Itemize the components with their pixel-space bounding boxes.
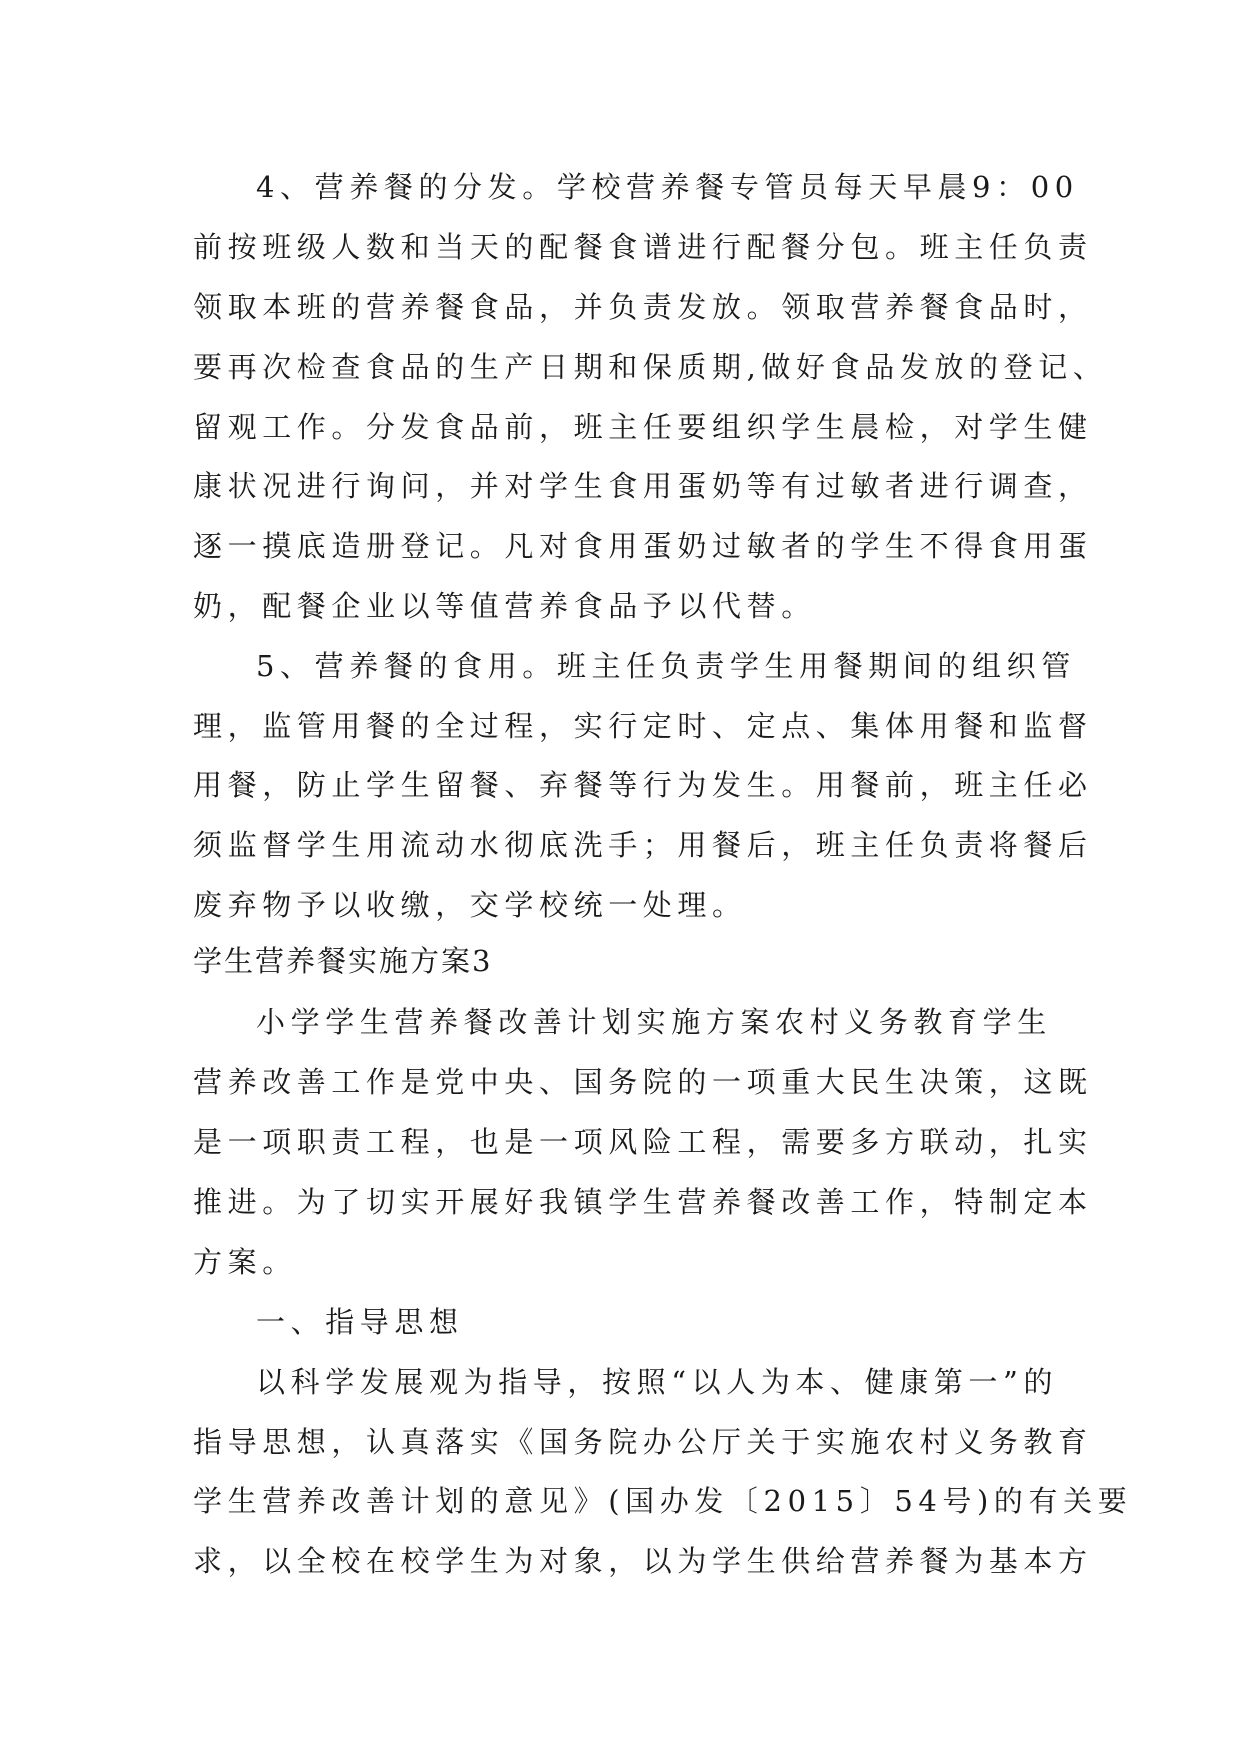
section-title: 学生营养餐实施方案3 xyxy=(193,944,493,978)
text-line: 逐一摸底造册登记。凡对食用蛋奶过敏者的学生不得食用蛋 xyxy=(193,529,1093,563)
text-line: 奶，配餐企业以等值营养食品予以代替。 xyxy=(193,589,816,623)
subheading: 一、指导思想 xyxy=(256,1305,464,1339)
text-line: 4、营养餐的分发。学校营养餐专管员每天早晨9：00 xyxy=(256,170,1079,204)
text-line: 学生营养改善计划的意见》(国办发〔2015〕54号)的有关要 xyxy=(193,1484,1133,1518)
text-line: 以科学发展观为指导，按照“以人为本、健康第一”的 xyxy=(256,1365,1059,1399)
text-line: 前按班级人数和当天的配餐食谱进行配餐分包。班主任负责 xyxy=(193,230,1093,264)
text-line: 5、营养餐的食用。班主任负责学生用餐期间的组织管 xyxy=(256,649,1076,683)
text-line: 推进。为了切实开展好我镇学生营养餐改善工作，特制定本 xyxy=(193,1185,1093,1219)
text-line: 求，以全校在校学生为对象，以为学生供给营养餐为基本方 xyxy=(193,1544,1093,1578)
text-line: 方案。 xyxy=(193,1245,297,1279)
text-line: 要再次检查食品的生产日期和保质期,做好食品发放的登记、 xyxy=(193,350,1108,384)
text-line: 留观工作。分发食品前，班主任要组织学生晨检，对学生健 xyxy=(193,410,1093,444)
text-line: 是一项职责工程，也是一项风险工程，需要多方联动，扎实 xyxy=(193,1125,1093,1159)
text-line: 须监督学生用流动水彻底洗手；用餐后，班主任负责将餐后 xyxy=(193,828,1093,862)
text-line: 康状况进行询问，并对学生食用蛋奶等有过敏者进行调查， xyxy=(193,469,1093,503)
text-line: 指导思想，认真落实《国务院办公厅关于实施农村义务教育 xyxy=(193,1425,1093,1459)
text-line: 领取本班的营养餐食品，并负责发放。领取营养餐食品时， xyxy=(193,290,1093,324)
text-line: 营养改善工作是党中央、国务院的一项重大民生决策，这既 xyxy=(193,1065,1093,1099)
text-line: 理，监管用餐的全过程，实行定时、定点、集体用餐和监督 xyxy=(193,709,1093,743)
text-line: 用餐，防止学生留餐、弃餐等行为发生。用餐前，班主任必 xyxy=(193,768,1093,802)
text-line: 废弃物予以收缴，交学校统一处理。 xyxy=(193,888,747,922)
text-line: 小学学生营养餐改善计划实施方案农村义务教育学生 xyxy=(256,1005,1052,1039)
